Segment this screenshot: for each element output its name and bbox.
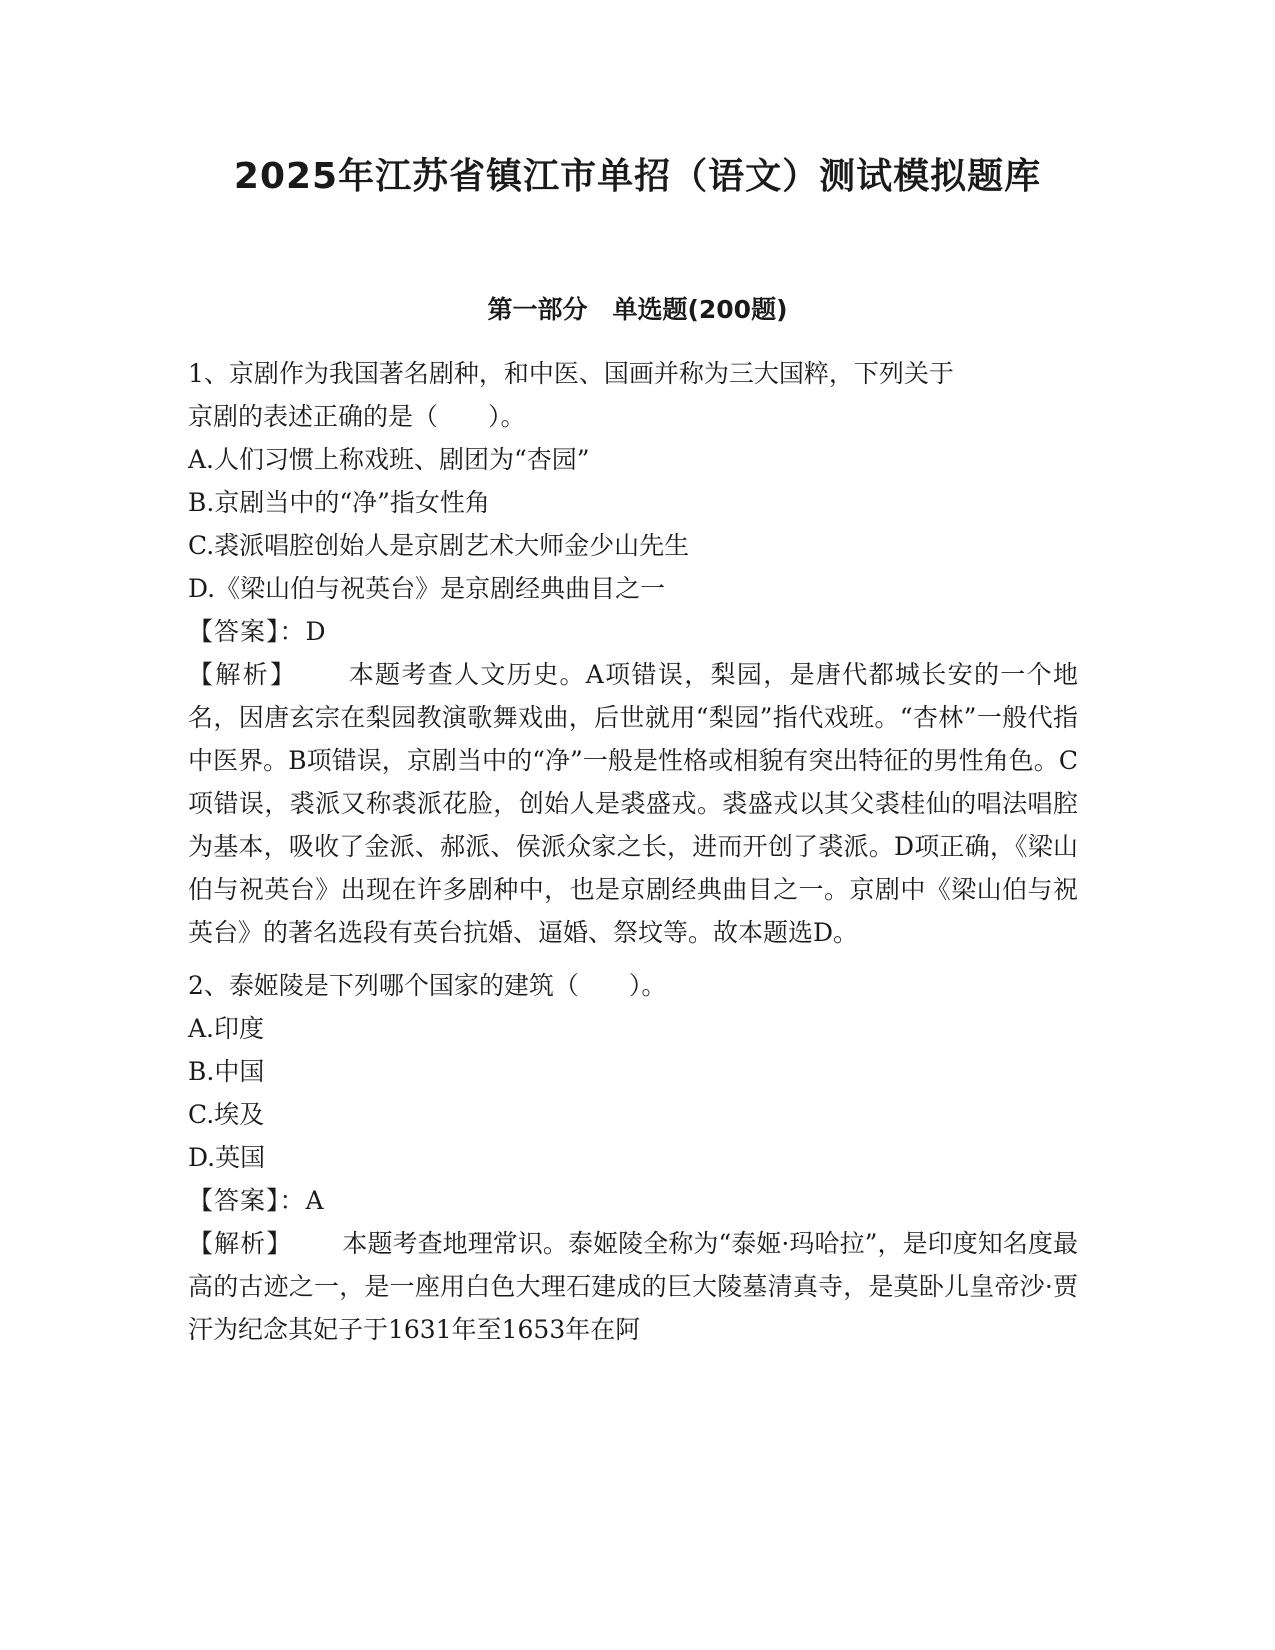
question-list — [188, 352, 1078, 1361]
question-stem-line: 京剧的表述正确的是（ ）。 — [188, 402, 526, 431]
option-a: A.人们习惯上称戏班、剧团为“杏园” — [188, 445, 590, 474]
answer-label: 【答案】： — [188, 1186, 306, 1215]
option-b: B.京剧当中的“净”指女性角 — [188, 488, 490, 517]
answer-value: D — [305, 617, 326, 646]
option-c: C.裘派唱腔创始人是京剧艺术大师金少山先生 — [188, 531, 690, 560]
question-stem-line: 2、泰姬陵是下列哪个国家的建筑（ ）。 — [188, 971, 667, 1000]
answer-row — [188, 1179, 1078, 1222]
question-1 — [188, 352, 1078, 954]
question-2 — [188, 964, 1078, 1351]
option-a: A.印度 — [188, 1014, 265, 1043]
question-stem-line: 1、京剧作为我国著名剧种，和中医、国画并称为三大国粹，下列关于 — [188, 359, 954, 388]
analysis-text: 本题考查人文历史。A项错误，梨园，是唐代都城长安的一个地名，因唐玄宗在梨园教演歌舞戏曲，后世就用“梨园”指代戏班。“杏林”一般代指中医界。B项错误，京剧当中的“净”一般是性格或相貌有突出特征的男性角色。C项错误，裘派又称裘派花脸，创始人是裘盛戎。裘盛戎以其父裘桂仙的唱法唱腔为基本，吸收了金派、郝派、侯派众家之长，进而开创了裘派。D项正确，《梁山伯与祝英台》出现在许多剧种中，也是京剧经典曲目之一。京剧中《梁山伯与祝英台》的著名选段有英台抗婚、逼婚、祭坟等。故本题选D。 — [188, 660, 1078, 947]
analysis-label: 【解析】 — [188, 1229, 293, 1258]
answer-value: A — [305, 1186, 324, 1215]
analysis-label: 【解析】 — [188, 660, 298, 689]
answer-row — [188, 610, 1078, 653]
analysis-row — [188, 1222, 1078, 1351]
answer-label: 【答案】： — [188, 617, 306, 646]
document-title: 2025年江苏省镇江市单招（语文）测试模拟题库 — [233, 156, 1042, 197]
option-d: D.《梁山伯与祝英台》是京剧经典曲目之一 — [188, 574, 666, 603]
analysis-row — [188, 653, 1078, 954]
option-c: C.埃及 — [188, 1100, 265, 1129]
analysis-text: 本题考查地理常识。泰姬陵全称为“泰姬·玛哈拉”，是印度知名度最高的古迹之一，是一座用白色大理石建成的巨大陵墓清真寺，是莫卧儿皇帝沙·贾汗为纪念其妃子于1631年至1653年在阿 — [188, 1229, 1078, 1344]
option-d: D.英国 — [188, 1143, 266, 1172]
option-b: B.中国 — [188, 1057, 265, 1086]
section-title: 第一部分 单选题(200题) — [487, 295, 788, 324]
